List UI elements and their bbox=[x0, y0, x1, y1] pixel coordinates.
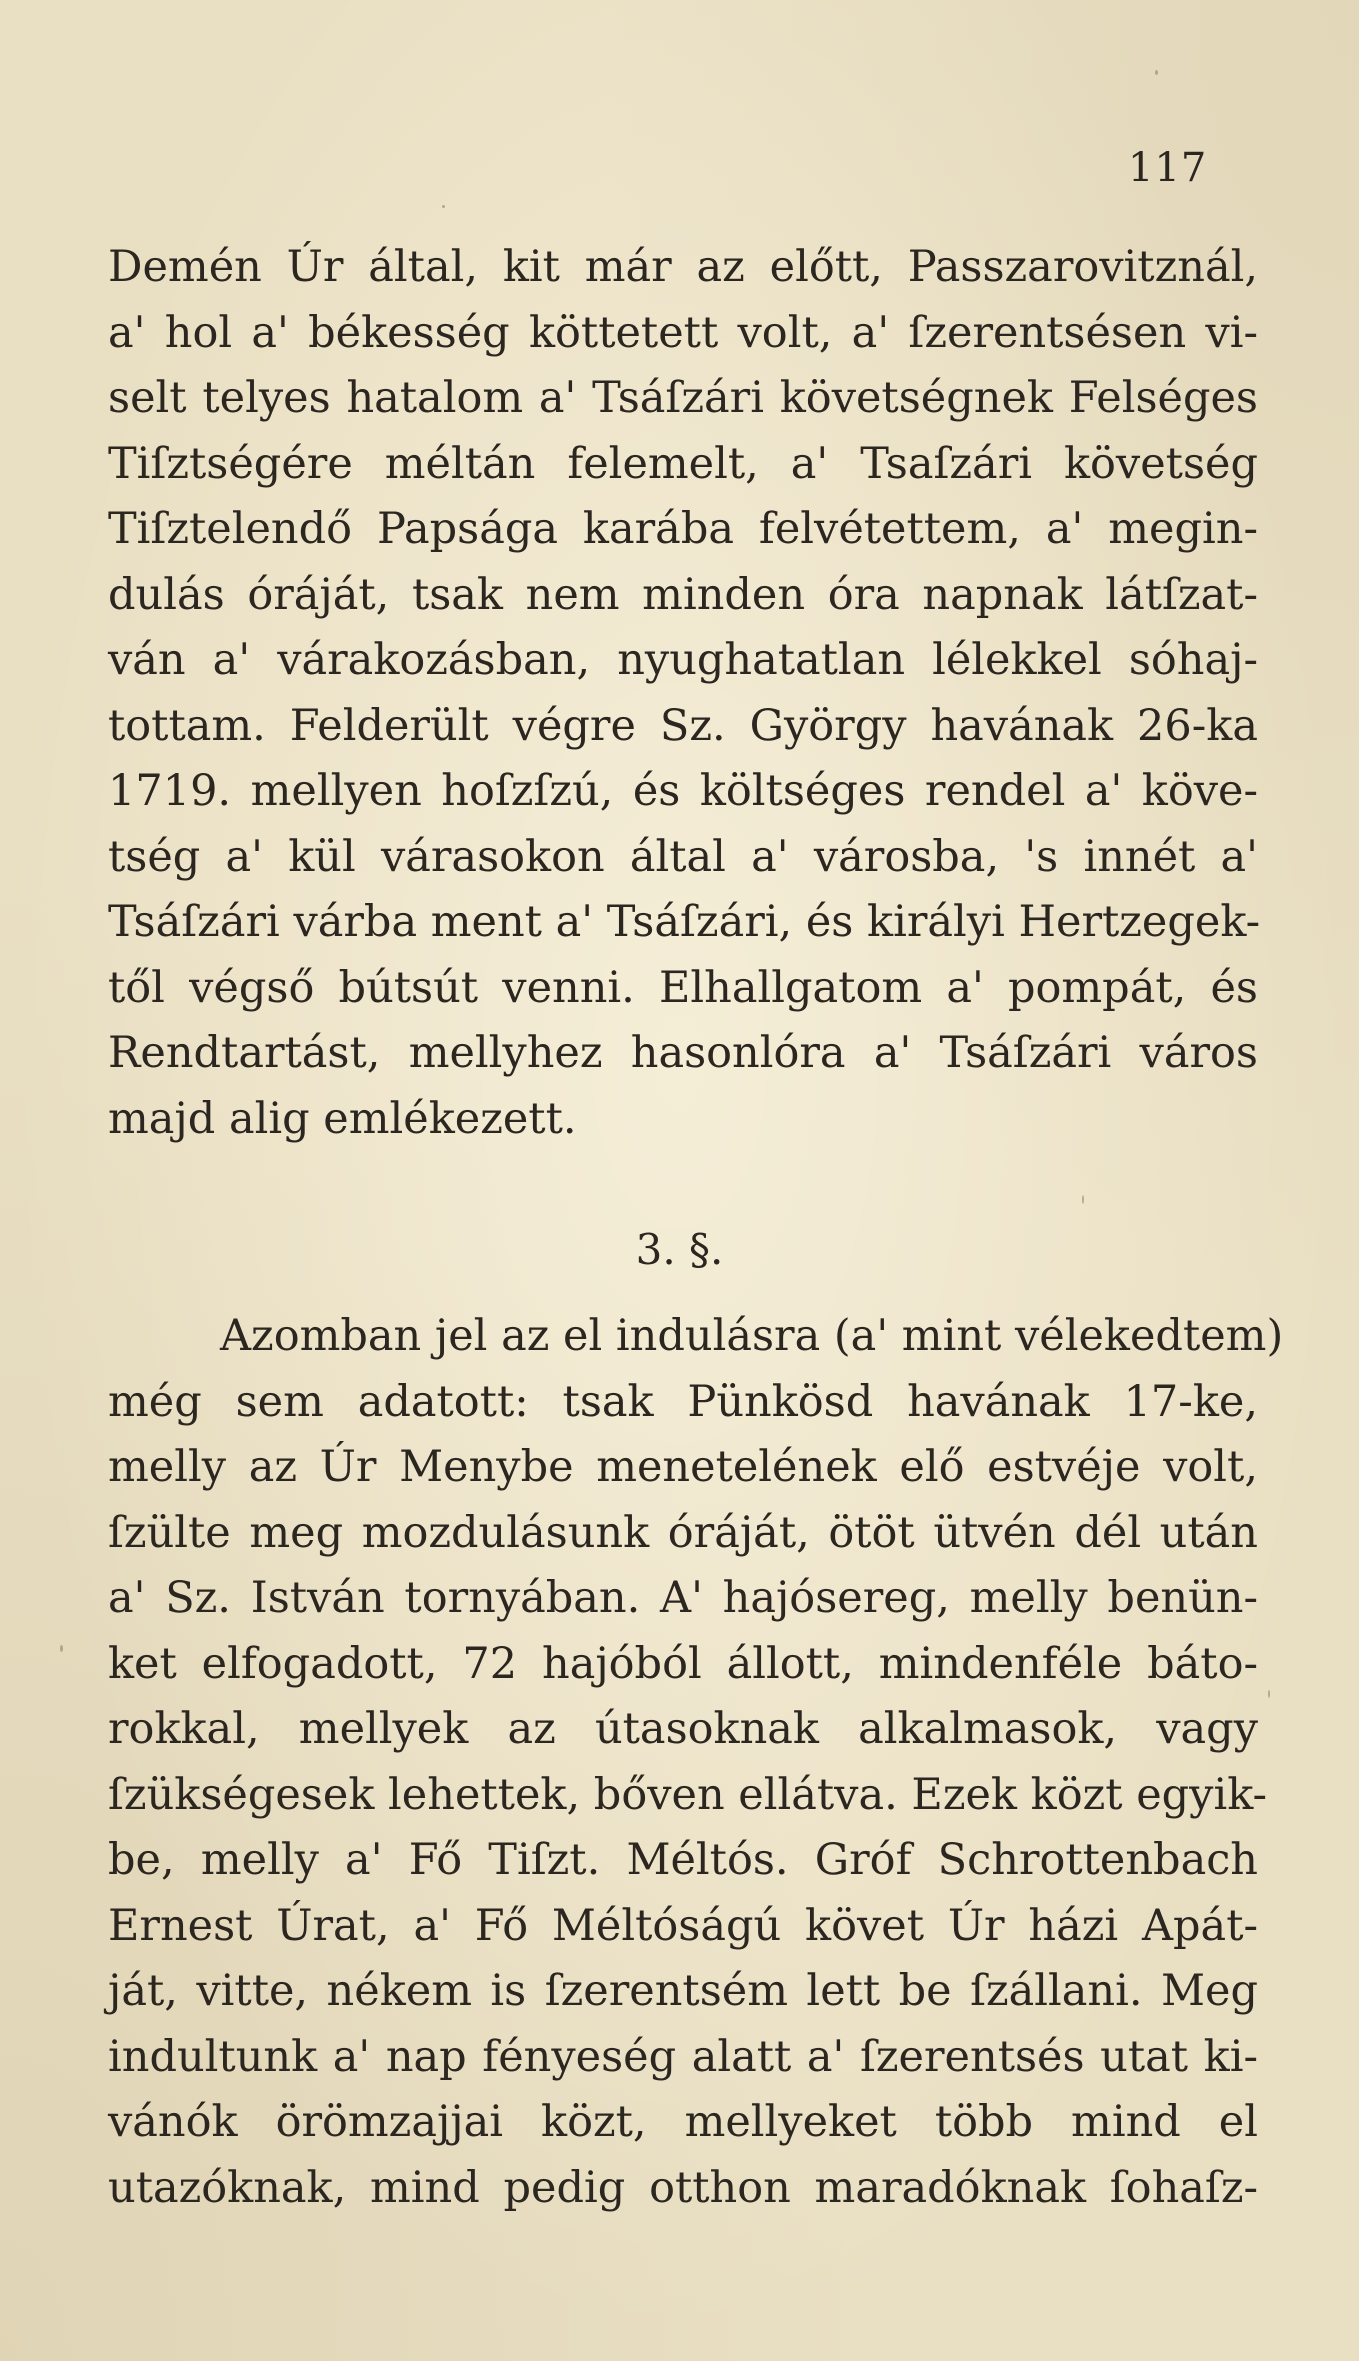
text-line: től végső bútsút venni. Elhallgatom a' pompát, és bbox=[108, 962, 1258, 1013]
text-line: a' hol a' békesség köttetett volt, a' ſzerentsésen vi- bbox=[108, 307, 1258, 358]
text-line: tség a' kül várasokon által a' városba, 's innét a' bbox=[108, 831, 1258, 882]
text-line: Demén Úr által, kit már az előtt, Passzarovitznál, bbox=[108, 242, 1258, 292]
text-line: ván a' várakozásban, nyughatatlan lélekkel sóhaj- bbox=[108, 635, 1258, 685]
paper-speck bbox=[1268, 1690, 1270, 1698]
paper-speck bbox=[1155, 70, 1158, 75]
paper-speck bbox=[442, 205, 445, 208]
text-line: Tiſztségére méltán felemelt, a' Tsaſzári követség bbox=[108, 438, 1258, 489]
text-line: selt telyes hatalom a' Tsáſzári követségnek Felséges bbox=[108, 373, 1258, 423]
text-line: ſzülte meg mozdulásunk óráját, ötöt ütvén dél után bbox=[108, 1507, 1258, 1558]
text-line: ját, vitte, nékem is ſzerentsém lett be ſzállani. Meg bbox=[108, 1966, 1258, 2016]
text-line: melly az Úr Menybe menetelének elő estvéje volt, bbox=[108, 1442, 1258, 1492]
text-line: Tsáſzári várba ment a' Tsáſzári, és királyi Hertzegek- bbox=[108, 897, 1261, 947]
paragraph-2 bbox=[108, 1304, 1284, 2221]
paper-speck bbox=[60, 1645, 63, 1652]
text-line: ſzükségesek lehettek, bőven ellátva. Ezek közt egyik- bbox=[108, 1769, 1268, 1820]
text-line: vánók örömzajjai közt, mellyeket több mind el bbox=[108, 2097, 1258, 2147]
page-number: 117 bbox=[1128, 145, 1208, 191]
text-line: 1719. mellyen hoſzſzú, és költséges rendel a' köve- bbox=[108, 766, 1258, 816]
text-line: Tiſztelendő Papsága karába felvétettem, a' megin- bbox=[108, 504, 1258, 554]
text-line: ket elfogadott, 72 hajóból állott, mindenféle báto- bbox=[108, 1638, 1258, 1689]
text-line: még sem adatott: tsak Pünkösd havának 17-ke, bbox=[108, 1376, 1258, 1427]
text-line: indultunk a' nap fényeség alatt a' ſzerentsés utat ki- bbox=[108, 2031, 1258, 2082]
text-line: majd alig emlékezett. bbox=[108, 1093, 577, 1144]
paper-speck bbox=[1082, 1195, 1084, 1204]
text-line: utazóknak, mind pedig otthon maradóknak ſohaſz- bbox=[108, 2162, 1258, 2213]
text-line: Azomban jel az el indulásra (a' mint vélekedtem) bbox=[220, 1311, 1284, 1361]
text-line: Ernest Úrat, a' Fő Méltóságú követ Úr házi Apát- bbox=[108, 1900, 1258, 1951]
paragraph-1 bbox=[108, 235, 1261, 1152]
section-heading: 3. §. bbox=[635, 1225, 724, 1274]
text-line: Rendtartást, mellyhez hasonlóra a' Tsáſzári város bbox=[108, 1028, 1258, 1078]
text-line: dulás óráját, tsak nem minden óra napnak látſzat- bbox=[108, 569, 1258, 620]
text-line: rokkal, mellyek az útasoknak alkalmasok, vagy bbox=[108, 1704, 1258, 1754]
text-line: a' Sz. István tornyában. A' hajósereg, melly benün- bbox=[108, 1573, 1258, 1623]
text-line: tottam. Felderült végre Sz. György havának 26-ka bbox=[108, 700, 1258, 751]
text-line: be, melly a' Fő Tiſzt. Méltós. Gróf Schrottenbach bbox=[108, 1835, 1258, 1885]
